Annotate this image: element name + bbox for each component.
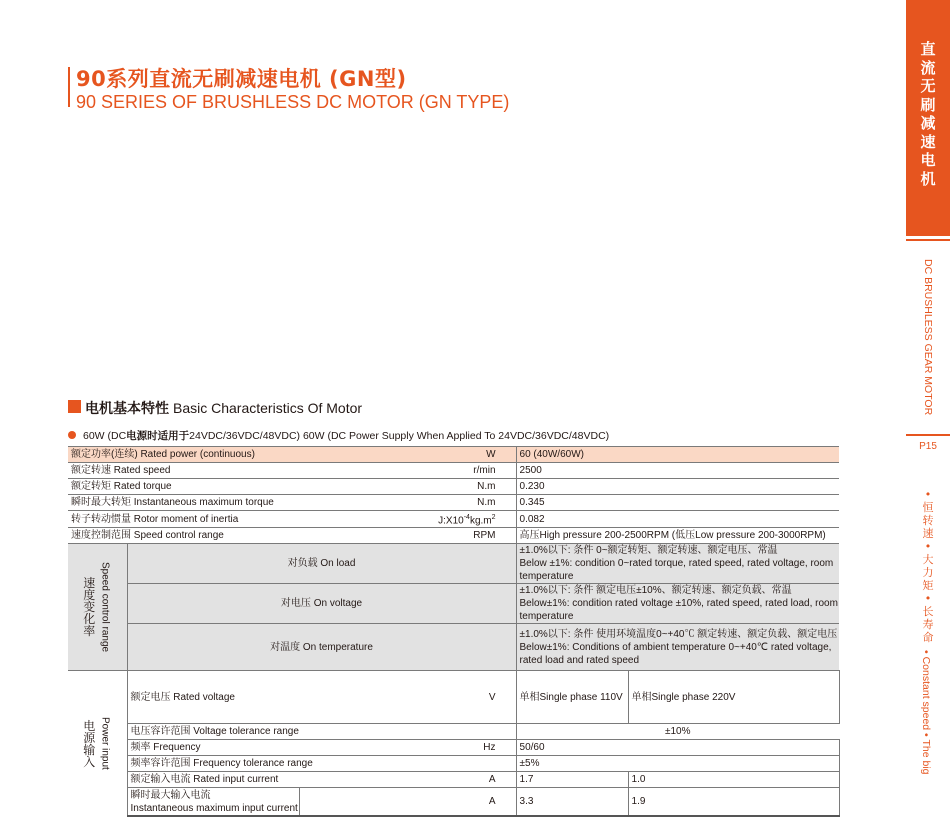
spec-label: 电压容许范围 Voltage tolerance range [127,724,516,740]
spec-unit: V [344,671,516,724]
side-category-cn: 直 流 无 刷 减 速 电 机 [920,40,936,188]
group-label-power-en: Power input [99,717,111,770]
table-row [68,756,839,772]
spec-value: 60 (40W/60W) [516,447,839,463]
power-supply-note: 60W (DC电源时适用于24VDC/36VDC/48VDC) 60W (DC Power Supply When Applied To 24VDC/36VDC/48VDC) [83,430,610,442]
title-accent-bar [68,67,70,107]
spec-unit: $J:X10^{-4}kg.m^2$ [344,511,516,528]
spec-label: 额定输入电流 Rated input current [127,772,344,788]
spec-label: 额定转速 Rated speed [68,463,344,479]
table-row [68,740,839,756]
spec-value: 0.345 [516,495,839,511]
condition-label: 对电压 On voltage [127,584,516,624]
spec-value: 1.0 [628,772,839,788]
table-row [68,447,839,463]
table-row [68,671,839,724]
spec-unit: N.m [344,479,516,495]
side-features-cn: • 恒 转 速 • 大 力 矩 • 长 寿 命 [922,488,934,644]
table-row [68,463,839,479]
spec-value: 2500 [516,463,839,479]
side-category-en: DC BRUSHLESS GEAR MOTOR [922,259,934,416]
spec-unit: N.m [344,495,516,511]
spec-table [68,446,839,817]
page-number: P15 [919,441,937,452]
group-label-power [68,671,127,816]
table-row [68,724,839,740]
condition-label: 对负载 On load [127,544,516,584]
condition-label: 对温度 On temperature [127,624,516,671]
condition-value: ±1.0%以下: 条件 使用环境温度0~+40℃ 额定转速、额定负载、额定电压 Below±1%: Conditions of ambient temperature 0~+40℃ rated voltage, rated load and rated speed [516,624,839,671]
condition-value: ±1.0%以下: 条件 0~额定转矩、额定转速、额定电压、常温 Below ±1%: condition 0~rated torque, rated speed, rated voltage, room temperature [516,544,839,584]
table-row [68,772,839,788]
section-square-icon [68,400,81,413]
table-row [68,788,839,816]
spec-label: 频率容许范围 Frequency tolerance range [127,756,516,772]
table-row [68,528,839,544]
section-title: 电机基本特性 Basic Characteristics Of Motor [85,400,363,417]
spec-label: 频率 Frequency [127,740,344,756]
spec-value: 高压High pressure 200-2500RPM (低压Low pressure 200-3000RPM) [516,528,839,544]
side-category-tab[interactable] [906,0,950,236]
spec-value: 单相Single phase 220V [628,671,839,724]
spec-value: 单相Single phase 110V [516,671,628,724]
spec-value: ±5% [516,756,839,772]
spec-label-spacer [299,788,344,816]
table-row [68,584,839,624]
spec-unit: Hz [344,740,516,756]
table-row [68,511,839,528]
group-label-speed [68,544,127,671]
spec-unit: W [344,447,516,463]
bullet-dot-icon [68,431,76,439]
side-category-en-box [906,239,950,436]
table-row [68,544,839,584]
spec-value: 0.082 [516,511,839,528]
page-title-cn: 90系列直流无刷减速电机 (GN型) [76,67,407,91]
group-label-speed-cn: 速 度 变 化 率 [83,576,96,639]
condition-value: ±1.0%以下: 条件 额定电压±10%、额定转速、额定负载、常温 Below±1%: condition rated voltage ±10%, rated speed, rated load, room temperature [516,584,839,624]
group-label-speed-en: Speed control range [99,562,111,653]
spec-value: ±10% [516,724,839,740]
group-label-power-cn: 电 源 输 入 [83,718,96,769]
spec-value: 1.7 [516,772,628,788]
table-row [68,495,839,511]
table-row [68,624,839,671]
spec-value: 3.3 [516,788,628,816]
spec-unit: r/min [344,463,516,479]
spec-unit: RPM [344,528,516,544]
spec-label: 瞬时最大输入电流 Instantaneous maximum input current [127,788,299,816]
spec-unit: A [344,772,516,788]
spec-label: 速度控制范围 Speed control range [68,528,344,544]
spec-value: 0.230 [516,479,839,495]
spec-label: 额定功率(连续) Rated power (continuous) [68,447,344,463]
table-row [68,479,839,495]
spec-label: 额定转矩 Rated torque [68,479,344,495]
spec-unit: A [344,788,516,816]
spec-value: 50/60 [516,740,839,756]
side-features-en: • Constant speed • The big [920,650,932,775]
spec-value: 1.9 [628,788,839,816]
spec-label: 瞬时最大转矩 Instantaneous maximum torque [68,495,344,511]
spec-label: 转子转动惯量 Rotor moment of inertia [68,511,344,528]
spec-label: 额定电压 Rated voltage [127,671,344,724]
page-title-en: 90 SERIES OF BRUSHLESS DC MOTOR (GN TYPE) [76,92,510,112]
